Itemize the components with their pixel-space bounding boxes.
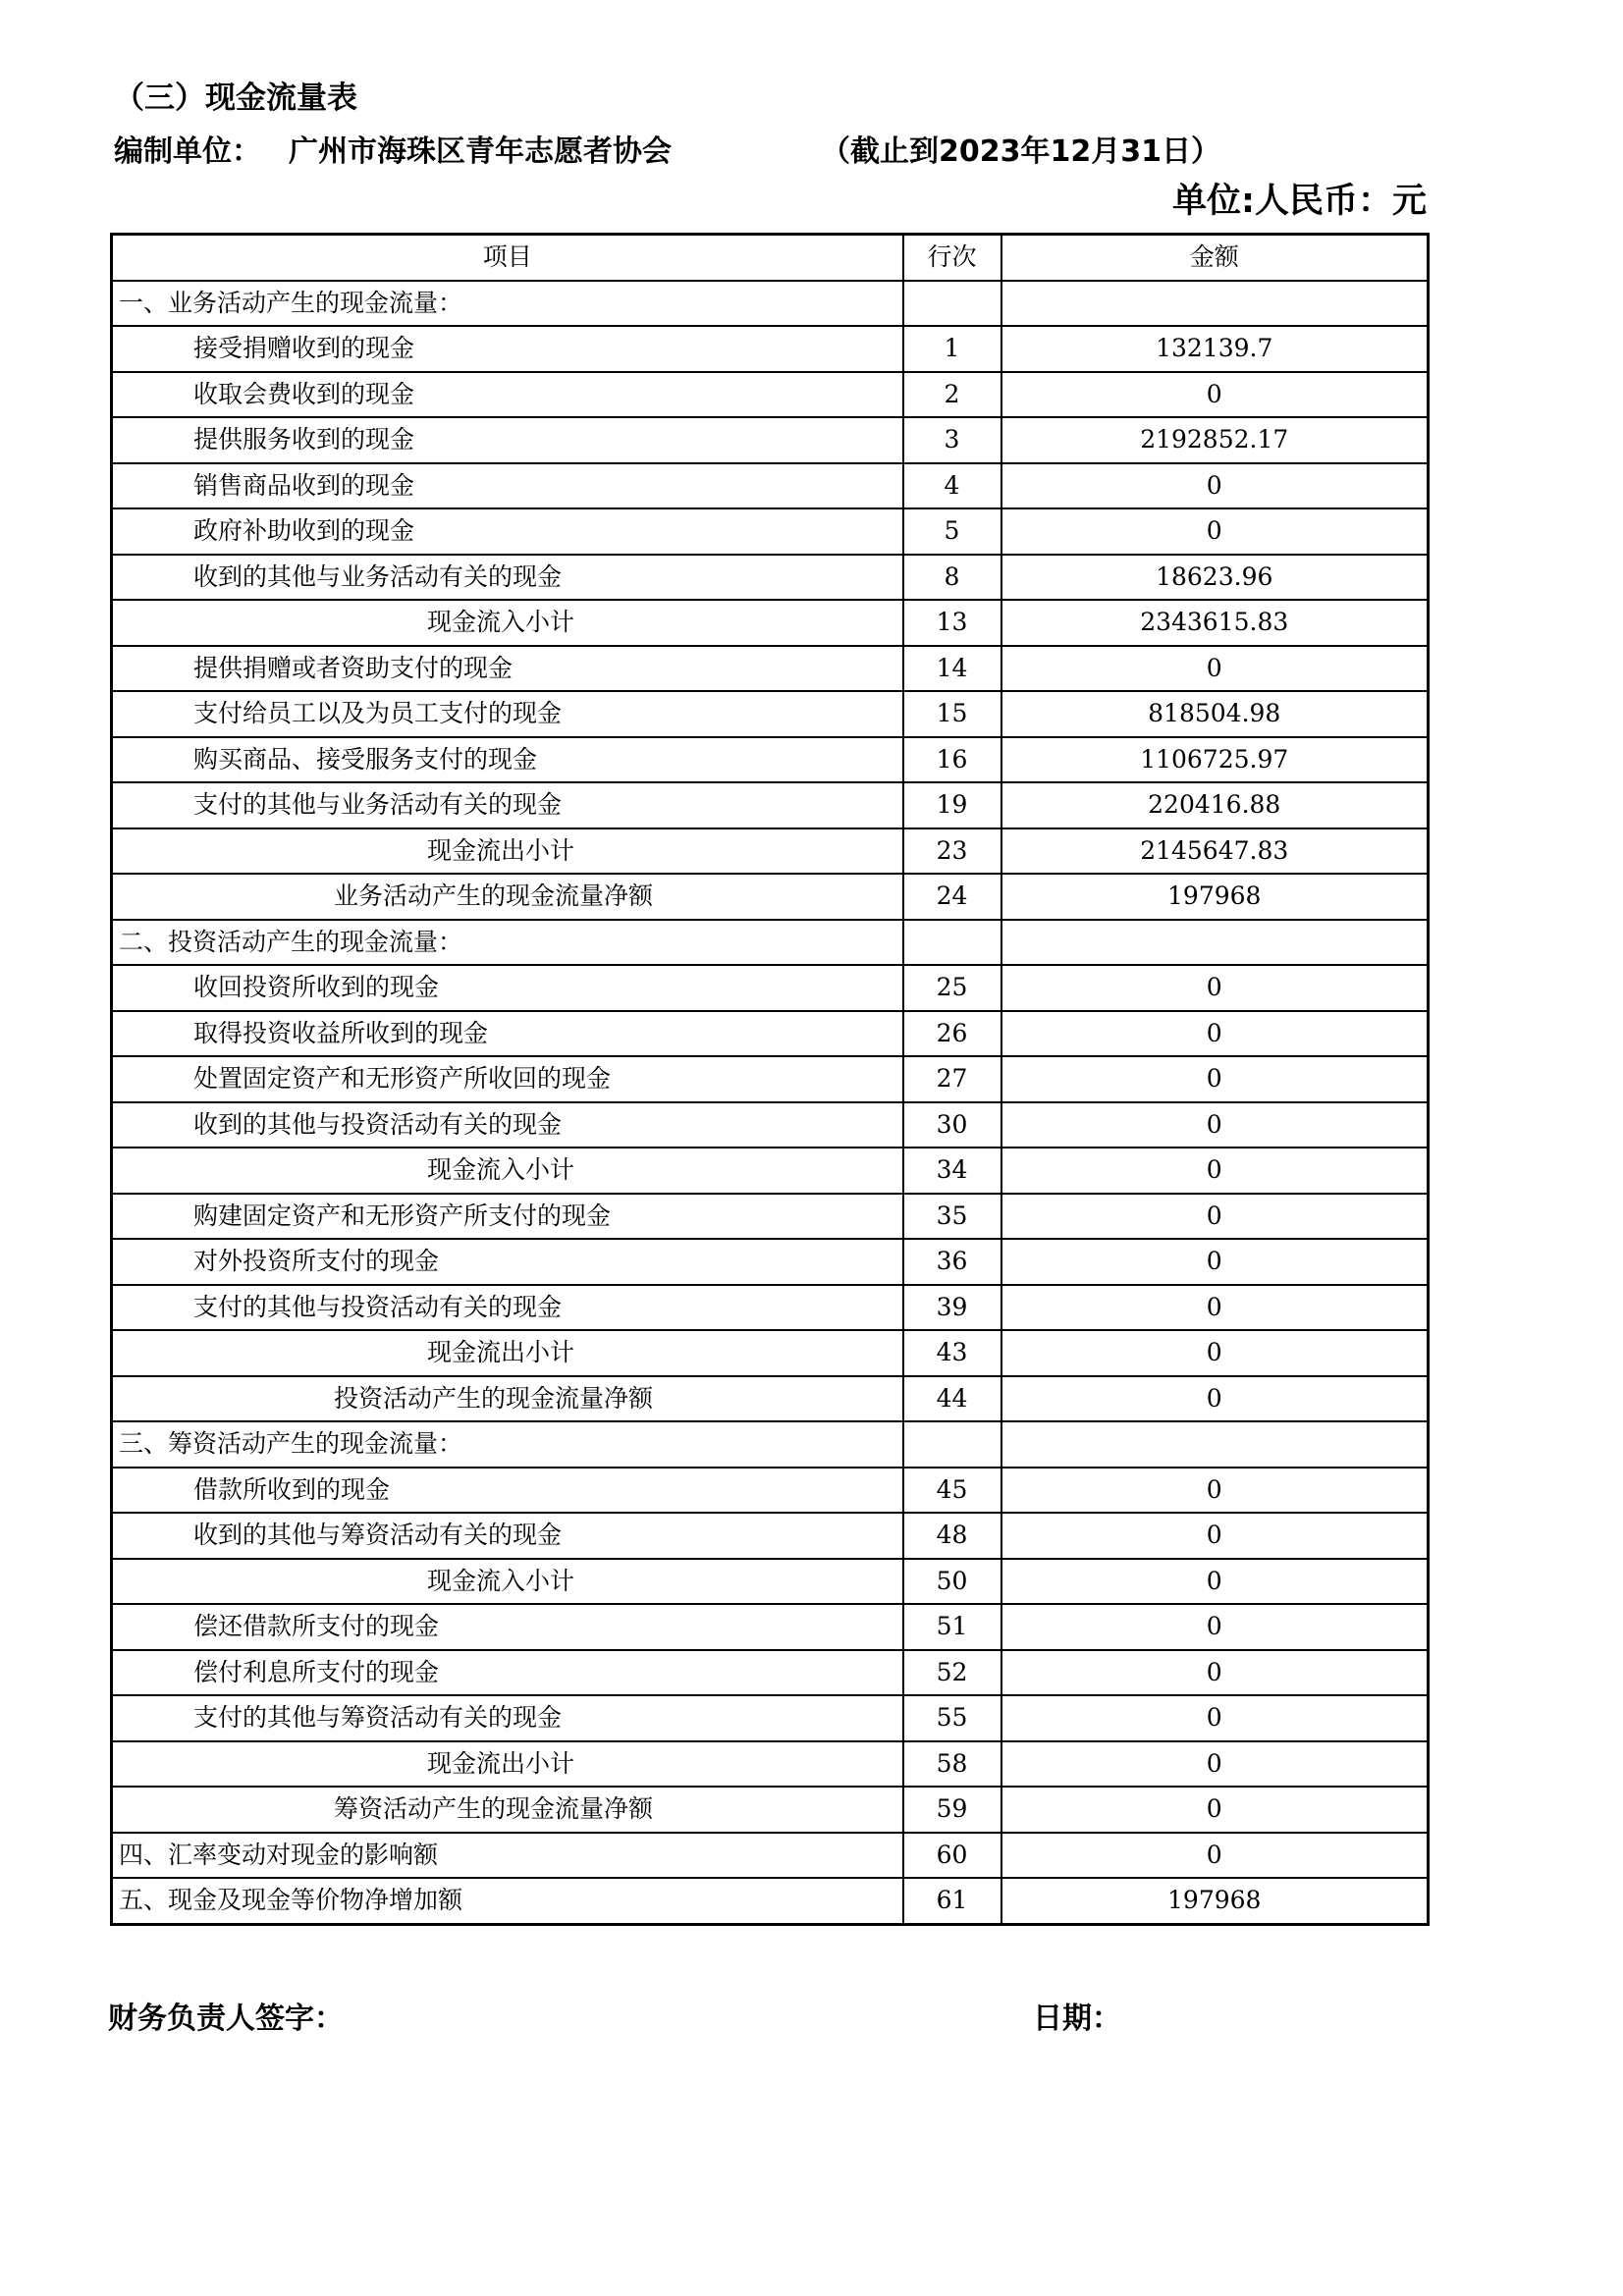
org-label: 编制单位： — [114, 134, 261, 169]
row-amount: 0 — [1001, 1787, 1429, 1833]
row-line-number — [903, 920, 1001, 966]
row-amount: 197968 — [1001, 874, 1429, 920]
row-amount: 0 — [1001, 1695, 1429, 1741]
row-amount: 0 — [1001, 1559, 1429, 1605]
row-amount: 0 — [1001, 1650, 1429, 1696]
row-item: 收取会费收到的现金 — [112, 372, 903, 418]
date-label: 日期： — [1033, 2002, 1121, 2036]
statement-title: （三）现金流量表 — [114, 80, 357, 116]
row-item: 提供捐赠或者资助支付的现金 — [112, 646, 903, 692]
table-row — [112, 372, 1429, 418]
table-row — [112, 1741, 1429, 1788]
row-line-number: 61 — [903, 1878, 1001, 1924]
table-row — [112, 691, 1429, 737]
table-row — [112, 508, 1429, 555]
row-line-number: 1 — [903, 326, 1001, 372]
row-amount: 2145647.83 — [1001, 828, 1429, 875]
row-item: 接受捐赠收到的现金 — [112, 326, 903, 372]
row-amount: 0 — [1001, 1285, 1429, 1331]
row-amount: 2343615.83 — [1001, 600, 1429, 646]
row-amount: 197968 — [1001, 1878, 1429, 1924]
row-amount: 1106725.97 — [1001, 737, 1429, 783]
table-row — [112, 737, 1429, 783]
row-line-number: 36 — [903, 1239, 1001, 1285]
table-row — [112, 646, 1429, 692]
row-line-number: 19 — [903, 782, 1001, 828]
row-item: 三、筹资活动产生的现金流量： — [112, 1421, 903, 1468]
currency-unit: 单位:人民币：元 — [1172, 182, 1427, 221]
table-row — [112, 600, 1429, 646]
row-amount: 0 — [1001, 1102, 1429, 1148]
table-row — [112, 326, 1429, 372]
table-header-row — [112, 235, 1429, 281]
org-line — [114, 133, 672, 172]
row-item: 提供服务收到的现金 — [112, 417, 903, 463]
row-item: 二、投资活动产生的现金流量： — [112, 920, 903, 966]
row-line-number: 25 — [903, 965, 1001, 1011]
row-item: 筹资活动产生的现金流量净额 — [112, 1787, 903, 1833]
table-row — [112, 782, 1429, 828]
row-amount: 0 — [1001, 1194, 1429, 1240]
row-item: 收到的其他与筹资活动有关的现金 — [112, 1513, 903, 1559]
row-line-number: 14 — [903, 646, 1001, 692]
table-row — [112, 1468, 1429, 1514]
table-row — [112, 1559, 1429, 1605]
row-line-number: 24 — [903, 874, 1001, 920]
table-row — [112, 1421, 1429, 1468]
row-item: 投资活动产生的现金流量净额 — [112, 1376, 903, 1422]
row-item: 收到的其他与投资活动有关的现金 — [112, 1102, 903, 1148]
row-line-number: 44 — [903, 1376, 1001, 1422]
row-line-number: 50 — [903, 1559, 1001, 1605]
row-line-number: 15 — [903, 691, 1001, 737]
row-line-number: 34 — [903, 1148, 1001, 1194]
table-row — [112, 1148, 1429, 1194]
row-amount: 0 — [1001, 1056, 1429, 1102]
row-line-number: 43 — [903, 1330, 1001, 1376]
column-header-item: 项目 — [112, 235, 903, 281]
table-row — [112, 874, 1429, 920]
column-header-line: 行次 — [903, 235, 1001, 281]
row-amount: 0 — [1001, 1833, 1429, 1879]
row-line-number: 51 — [903, 1604, 1001, 1650]
column-header-amount: 金额 — [1001, 235, 1429, 281]
row-line-number: 2 — [903, 372, 1001, 418]
row-line-number: 59 — [903, 1787, 1001, 1833]
row-item: 偿付利息所支付的现金 — [112, 1650, 903, 1696]
table-row — [112, 965, 1429, 1011]
table-row — [112, 1787, 1429, 1833]
table-row — [112, 281, 1429, 327]
table-row — [112, 555, 1429, 601]
table-row — [112, 1650, 1429, 1696]
row-item: 现金流出小计 — [112, 828, 903, 875]
row-line-number — [903, 281, 1001, 327]
row-item: 现金流出小计 — [112, 1741, 903, 1788]
row-item: 购建固定资产和无形资产所支付的现金 — [112, 1194, 903, 1240]
row-line-number: 58 — [903, 1741, 1001, 1788]
row-amount: 0 — [1001, 1376, 1429, 1422]
row-amount: 0 — [1001, 508, 1429, 555]
row-amount: 0 — [1001, 1513, 1429, 1559]
row-amount: 0 — [1001, 1468, 1429, 1514]
table-row — [112, 417, 1429, 463]
table-row — [112, 463, 1429, 509]
row-item: 收到的其他与业务活动有关的现金 — [112, 555, 903, 601]
row-line-number: 3 — [903, 417, 1001, 463]
table-row — [112, 1011, 1429, 1057]
table-row — [112, 828, 1429, 875]
row-line-number: 16 — [903, 737, 1001, 783]
row-line-number: 60 — [903, 1833, 1001, 1879]
row-amount: 2192852.17 — [1001, 417, 1429, 463]
row-item: 五、现金及现金等价物净增加额 — [112, 1878, 903, 1924]
period: （截止到2023年12月31日） — [821, 134, 1220, 169]
row-line-number: 27 — [903, 1056, 1001, 1102]
table-row — [112, 1878, 1429, 1924]
table-row — [112, 1285, 1429, 1331]
row-line-number: 48 — [903, 1513, 1001, 1559]
row-item: 销售商品收到的现金 — [112, 463, 903, 509]
row-amount: 0 — [1001, 965, 1429, 1011]
row-line-number: 45 — [903, 1468, 1001, 1514]
row-amount — [1001, 281, 1429, 327]
row-item: 购买商品、接受服务支付的现金 — [112, 737, 903, 783]
table-body — [112, 281, 1429, 1925]
signature-label: 财务负责人签字： — [108, 2002, 344, 2036]
row-item: 业务活动产生的现金流量净额 — [112, 874, 903, 920]
row-amount: 0 — [1001, 1148, 1429, 1194]
row-line-number: 5 — [903, 508, 1001, 555]
row-line-number: 23 — [903, 828, 1001, 875]
row-line-number: 8 — [903, 555, 1001, 601]
table-row — [112, 1604, 1429, 1650]
row-line-number: 55 — [903, 1695, 1001, 1741]
row-amount: 818504.98 — [1001, 691, 1429, 737]
table-row — [112, 1102, 1429, 1148]
table-row — [112, 1376, 1429, 1422]
row-amount: 132139.7 — [1001, 326, 1429, 372]
row-item: 借款所收到的现金 — [112, 1468, 903, 1514]
row-item: 政府补助收到的现金 — [112, 508, 903, 555]
row-item: 现金流入小计 — [112, 600, 903, 646]
row-item: 支付给员工以及为员工支付的现金 — [112, 691, 903, 737]
row-item: 现金流出小计 — [112, 1330, 903, 1376]
row-line-number: 4 — [903, 463, 1001, 509]
row-amount: 0 — [1001, 1604, 1429, 1650]
row-item: 现金流入小计 — [112, 1559, 903, 1605]
table-row — [112, 1330, 1429, 1376]
row-amount: 0 — [1001, 1741, 1429, 1788]
table-row — [112, 1833, 1429, 1879]
row-item: 现金流入小计 — [112, 1148, 903, 1194]
table-row — [112, 1513, 1429, 1559]
row-line-number: 30 — [903, 1102, 1001, 1148]
row-amount — [1001, 1421, 1429, 1468]
row-line-number: 13 — [903, 600, 1001, 646]
table-row — [112, 1239, 1429, 1285]
row-amount: 0 — [1001, 1239, 1429, 1285]
row-amount: 0 — [1001, 372, 1429, 418]
table-row — [112, 920, 1429, 966]
row-item: 处置固定资产和无形资产所收回的现金 — [112, 1056, 903, 1102]
row-item: 支付的其他与投资活动有关的现金 — [112, 1285, 903, 1331]
row-amount: 0 — [1001, 646, 1429, 692]
row-amount: 0 — [1001, 1330, 1429, 1376]
row-line-number: 52 — [903, 1650, 1001, 1696]
cash-flow-table — [110, 233, 1430, 1926]
row-line-number: 39 — [903, 1285, 1001, 1331]
row-item: 取得投资收益所收到的现金 — [112, 1011, 903, 1057]
row-amount: 220416.88 — [1001, 782, 1429, 828]
table-row — [112, 1194, 1429, 1240]
row-line-number: 35 — [903, 1194, 1001, 1240]
row-item: 四、汇率变动对现金的影响额 — [112, 1833, 903, 1879]
row-amount: 0 — [1001, 463, 1429, 509]
row-item: 支付的其他与筹资活动有关的现金 — [112, 1695, 903, 1741]
row-item: 支付的其他与业务活动有关的现金 — [112, 782, 903, 828]
row-item: 收回投资所收到的现金 — [112, 965, 903, 1011]
row-amount: 18623.96 — [1001, 555, 1429, 601]
row-item: 偿还借款所支付的现金 — [112, 1604, 903, 1650]
row-line-number — [903, 1421, 1001, 1468]
table-row — [112, 1056, 1429, 1102]
table-row — [112, 1695, 1429, 1741]
row-item: 对外投资所支付的现金 — [112, 1239, 903, 1285]
row-amount — [1001, 920, 1429, 966]
row-amount: 0 — [1001, 1011, 1429, 1057]
org-name: 广州市海珠区青年志愿者协会 — [289, 134, 672, 169]
row-line-number: 26 — [903, 1011, 1001, 1057]
row-item: 一、业务活动产生的现金流量： — [112, 281, 903, 327]
